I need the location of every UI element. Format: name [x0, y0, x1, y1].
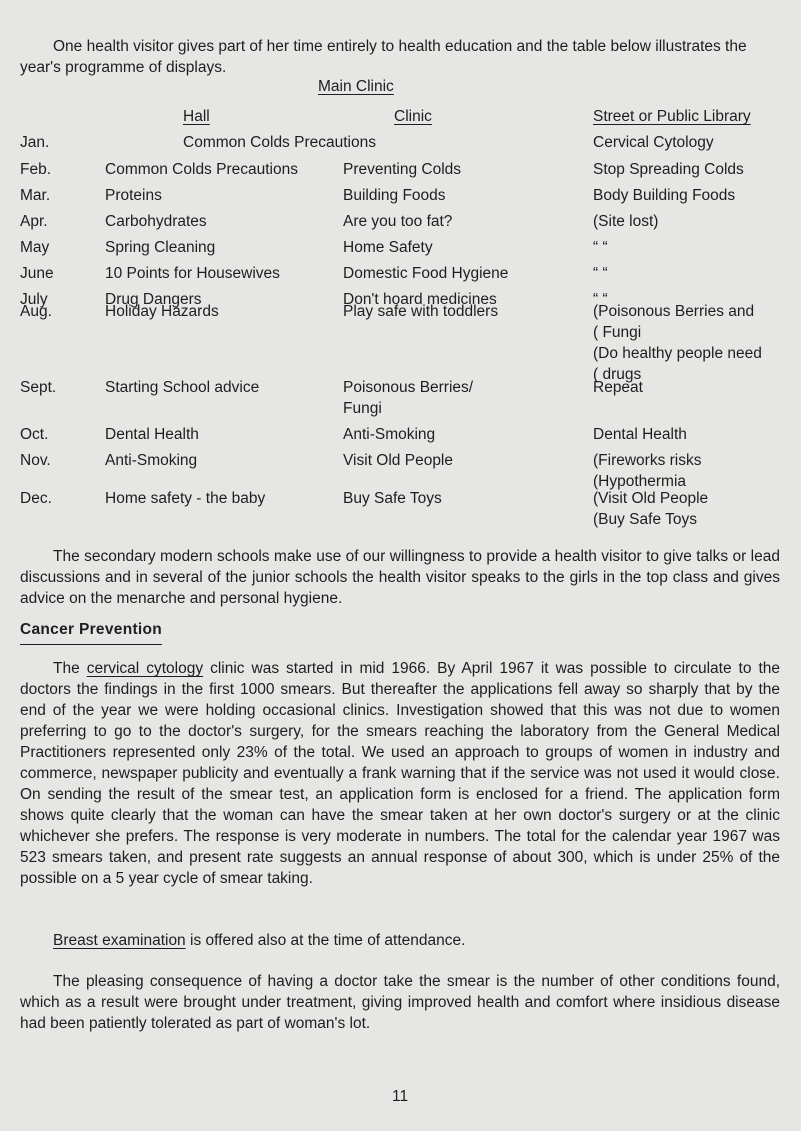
month-cell: Sept.	[20, 379, 57, 396]
intro-paragraph: One health visitor gives part of her time entirely to health education and the table below illustrates the year's programme of displays.	[20, 38, 747, 76]
breast-examination-term: Breast examination	[53, 932, 186, 949]
clinic-cell: Preventing Colds	[343, 161, 462, 178]
hall-cell: Proteins	[105, 187, 162, 204]
month-cell: Dec.	[20, 490, 52, 507]
street-cell-line: (Poisonous Berries and	[593, 303, 755, 320]
month-cell: Oct.	[20, 426, 49, 443]
street-cell-line: (Hypothermia	[593, 473, 687, 490]
month-cell: Jan.	[20, 134, 50, 151]
clinic-cell: Building Foods	[343, 187, 446, 204]
hall-cell: Spring Cleaning	[105, 239, 216, 256]
street-cell-line: (Fireworks risks	[593, 452, 702, 469]
month-cell: May	[20, 239, 50, 256]
month-cell: July	[20, 291, 48, 308]
street-cell: “ “	[593, 239, 608, 256]
month-cell: Feb.	[20, 161, 52, 178]
month-cell: Aug.	[20, 303, 52, 320]
section-underline	[20, 644, 162, 645]
street-cell: Dental Health	[593, 426, 687, 443]
street-cell: “ “	[593, 291, 608, 308]
street-cell-line: (Do healthy people need	[593, 345, 762, 362]
street-cell: (Site lost)	[593, 213, 659, 230]
clinic-cell-line: Fungi	[343, 400, 382, 417]
section-heading: Cancer Prevention	[20, 621, 163, 638]
hall-cell: Starting School advice	[105, 379, 260, 396]
clinic-cell: Visit Old People	[343, 452, 453, 469]
street-cell: Repeat	[593, 379, 643, 396]
secondary-schools-paragraph: The secondary modern schools make use of our willingness to provide a health visitor to give talks or lead discussions and in several of the junior schools the health visitor speaks to the girls in the top class and gives advice on the menarche and personal hygiene.	[20, 548, 780, 607]
header-clinic: Clinic	[394, 108, 432, 125]
month-cell: Mar.	[20, 187, 51, 204]
street-cell-line: ( drugs	[593, 366, 642, 383]
span-cell: Common Colds Precautions	[183, 134, 376, 151]
hall-cell: Carbohydrates	[105, 213, 207, 230]
cytology-paragraph	[20, 658, 780, 889]
street-cell-line: ( Fungi	[593, 324, 642, 341]
cervical-cytology-term: cervical cytology	[86, 660, 204, 677]
cytology-body: clinic was started in mid 1966. By April 1967 it was possible to circulate to the doctors the findings in the first 1000 smears. But thereafter the applications fell away so sharply that by the end of the year we were holding occasional clinics. Investigation showed that this was not due to women preferring to go to the doctor's surgery, for the smears reaching the laboratory from the General Medical Practitioners represented only 23% of the total. We used an approach to groups of women in industry and commerce, newspaper publicity and eventually a frank warning that if the service was not used it would close. On sending the result of the smear test, an application form is enclosed for a friend. The application form shows quite clearly that the woman can have the smear taken at her own doctor's surgery or at the clinic whichever she prefers. The response is very moderate in numbers. The total for the calendar year 1967 was 523 smears taken, and present rate suggests an annual response of about 300, which is under 25% of the possible on a 5 year cycle of smear taking.	[20, 660, 781, 887]
clinic-cell: Domestic Food Hygiene	[343, 265, 509, 282]
clinic-cell: Buy Safe Toys	[343, 490, 442, 507]
hall-cell: Anti-Smoking	[105, 452, 198, 469]
breast-examination-body: is offered also at the time of attendance.	[185, 932, 466, 949]
header-hall: Hall	[183, 108, 210, 125]
street-cell: “ “	[593, 265, 608, 282]
hall-cell: Drug Dangers	[105, 291, 202, 308]
street-cell: Body Building Foods	[593, 187, 736, 204]
main-clinic-heading: Main Clinic	[318, 78, 394, 95]
street-cell: Cervical Cytology	[593, 134, 714, 151]
header-street: Street or Public Library	[593, 108, 751, 125]
breast-examination-line	[53, 932, 465, 950]
hall-cell: 10 Points for Housewives	[105, 265, 280, 282]
clinic-cell: Anti-Smoking	[343, 426, 436, 443]
street-cell-line: (Buy Safe Toys	[593, 511, 697, 528]
month-cell: June	[20, 265, 54, 282]
street-cell-line: (Visit Old People	[593, 490, 709, 507]
clinic-cell: Home Safety	[343, 239, 433, 256]
hall-cell: Home safety - the baby	[105, 490, 266, 507]
cytology-lead: The	[53, 660, 87, 677]
clinic-cell-line: Poisonous Berries/	[343, 379, 474, 396]
page-number: 11	[392, 1088, 409, 1105]
pleasing-consequence-paragraph: The pleasing consequence of having a doctor take the smear is the number of other conditions found, which as a result were brought under treatment, giving improved health and comfort where insidious disease had been patiently tolerated as part of woman's lot.	[20, 973, 780, 1032]
hall-cell: Common Colds Precautions	[105, 161, 298, 178]
street-cell: Stop Spreading Colds	[593, 161, 744, 178]
clinic-cell: Don't hoard medicines	[343, 291, 497, 308]
hall-cell: Dental Health	[105, 426, 199, 443]
clinic-cell: Are you too fat?	[343, 213, 453, 230]
month-cell: Apr.	[20, 213, 48, 230]
hall-cell: Holiday Hazards	[105, 303, 219, 320]
month-cell: Nov.	[20, 452, 51, 469]
clinic-cell: Play safe with toddlers	[343, 303, 499, 320]
